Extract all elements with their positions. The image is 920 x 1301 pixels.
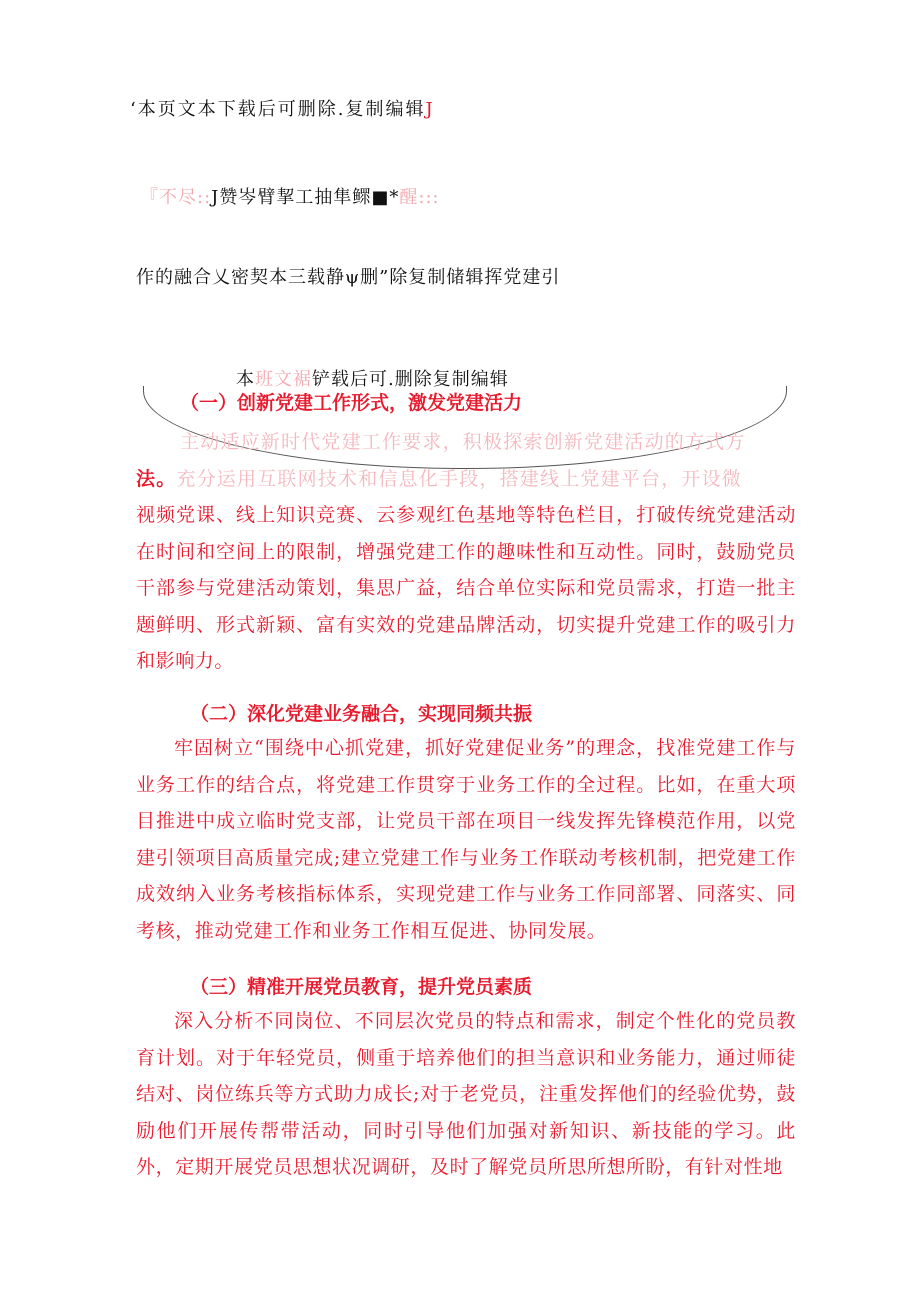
section1-line2-start: 法。 — [136, 468, 177, 490]
header-notice-text: ‘本页文本下载后可删除.复制编辑 — [130, 99, 426, 120]
garbled-line-3-faded: 班文裾 — [255, 369, 312, 390]
header-notice-line — [130, 98, 435, 122]
garbled-line-3-b: 铲载后可.删除复制编辑 — [312, 369, 509, 390]
section1-line2 — [136, 467, 742, 491]
section1-line2-faded: 充分运用互联网技术和信息化手段，搭建线上党建平台，开设微 — [176, 468, 743, 490]
section3-heading: （三）精准开展党员教育，提升党员素质 — [190, 976, 533, 998]
garbled-line-2: 作的融合乂密契本三载静ψ删”除复制储辑挥党建引 — [136, 267, 561, 288]
section2-body: 牢固树立“围绕中心抓党建，抓好党建促业务”的理念，找准党建工作与业务工作的结合点，将党建工作贯穿于业务工作的全过程。比如，在重大项目推进中成立临时党支部，让党员干部在项目一线发挥先锋模范作用，以党建引领项目高质量完成;建立党建工作与业务工作联动考核机制，把党建工作成效纳入业务考核指标体系，实现党建工作与业务工作同部署、同落实、同考核，推动党建工作和业务工作相互促进、协同发展。 — [136, 737, 796, 942]
section1-heading: （一）创新党建工作形式，激发党建活力 — [180, 392, 523, 414]
header-notice-mark: J — [425, 99, 435, 120]
garbled-faded-prefix: 『不尽:: — [140, 187, 212, 208]
garbled-faded-suffix: 醒::: — [399, 187, 440, 208]
section1-body: 视频党课、线上知识竞赛、云参观红色基地等特色栏目，打破传统党建活动在时间和空间上的限制，增强党建工作的趣味性和互动性。同时，鼓励党员干部参与党建活动策划，集思广益，结合单位实际和党员需求，打造一批主题鲜明、形式新颖、富有实效的党建品牌活动，切实提升党建工作的吸引力和影响力。 — [136, 504, 796, 672]
garbled-line-1 — [140, 186, 440, 210]
section3-body: 深入分析不同岗位、不同层次党员的特点和需求，制定个性化的党员教育计划。对于年轻党员，侧重于培养他们的担当意识和业务能力，通过师徒结对、岗位练兵等方式助力成长;对于老党员，注重发挥他们的经验优势，鼓励他们开展传帮带活动，同时引导他们加强对新知识、新技能的学习。此外，定期开展党员思想状况调研，及时了解党员所思所想所盼，有针对性地 — [136, 1010, 796, 1178]
section2-heading: （二）深化党建业务融合，实现同频共振 — [190, 703, 533, 725]
garbled-main: J赞岑臂挈工抽隼鳏■* — [211, 187, 400, 208]
garbled-line-3-a: 本 — [236, 369, 255, 390]
section1-line1: 主动适应新时代党建工作要求，积极探索创新党建活动的方式方 — [180, 431, 746, 453]
